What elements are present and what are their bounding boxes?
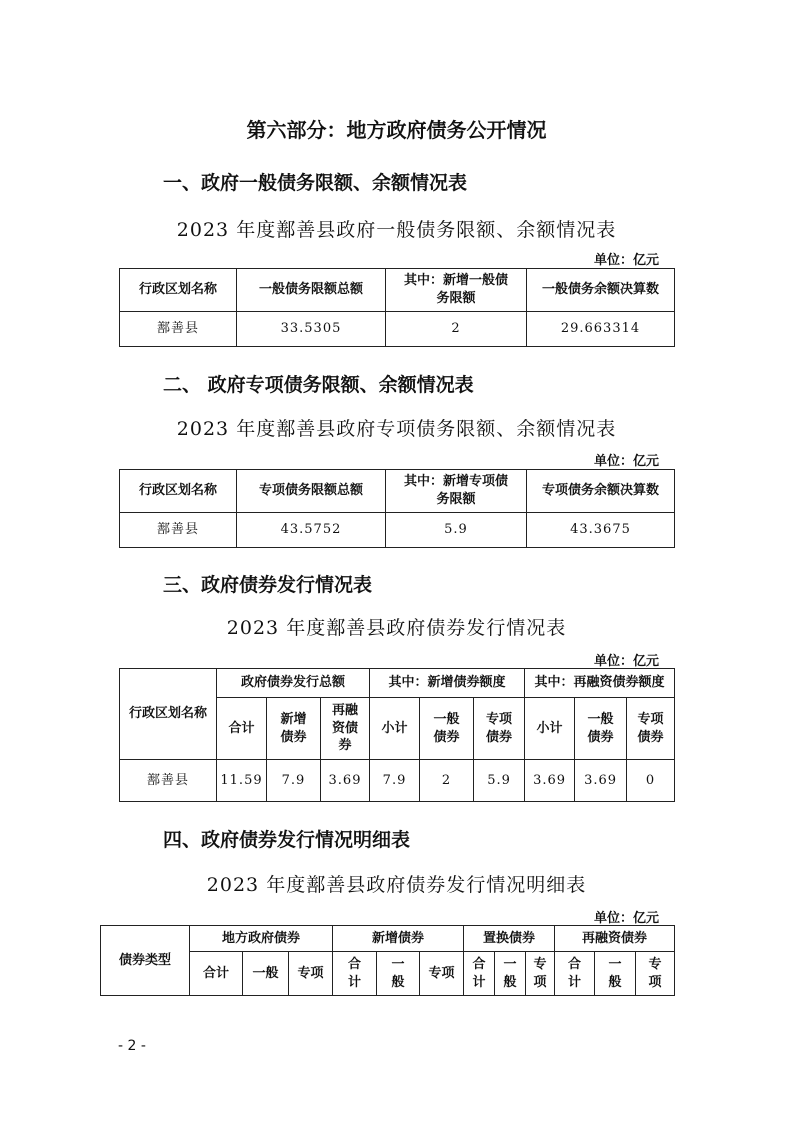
header-region: 行政区划名称 <box>120 470 237 513</box>
subheader-refi-total: 合计 <box>555 952 595 996</box>
header-refinancing-bonds: 再融资债券 <box>555 926 675 952</box>
subheader-local-total: 合计 <box>190 952 243 996</box>
header-balance: 一般债务余额决算数 <box>527 269 675 312</box>
section-heading-3: 三、政府债券发行情况表 <box>163 574 373 596</box>
table-title-3: 2023 年度鄯善县政府债券发行情况表 <box>226 617 567 639</box>
subheader-replace-general: 一般 <box>495 952 526 996</box>
subheader-new-total: 合计 <box>333 952 377 996</box>
subheader-new-general: 一般 <box>377 952 420 996</box>
unit-label-1: 单位：亿元 <box>594 253 660 268</box>
cell-refinancing: 3.69 <box>321 760 370 802</box>
bond-issuance-table <box>119 668 675 802</box>
cell-new-general: 2 <box>420 760 474 802</box>
unit-label-4: 单位：亿元 <box>594 911 660 926</box>
header-limit-total: 一般债务限额总额 <box>237 269 386 312</box>
table-row <box>120 312 675 347</box>
header-new-limit: 其中：新增专项债务限额 <box>386 470 527 513</box>
cell-total: 11.59 <box>217 760 267 802</box>
cell-region: 鄯善县 <box>120 312 237 347</box>
cell-region: 鄯善县 <box>120 513 237 548</box>
subheader-local-special: 专项 <box>289 952 333 996</box>
cell-new-subtotal: 7.9 <box>370 760 420 802</box>
general-debt-table <box>119 268 675 347</box>
header-replacement-bonds: 置换债券 <box>464 926 555 952</box>
special-debt-table <box>119 469 675 548</box>
header-refinancing-bonds: 其中：再融资债券额度 <box>525 669 675 698</box>
header-limit-total: 专项债务限额总额 <box>237 470 386 513</box>
header-bond-type: 债券类型 <box>101 926 190 996</box>
header-region: 行政区划名称 <box>120 269 237 312</box>
cell-refi-general: 3.69 <box>575 760 627 802</box>
header-new-bonds: 其中：新增债券额度 <box>370 669 525 698</box>
cell-limit-total: 33.5305 <box>237 312 386 347</box>
section-heading-4: 四、政府债券发行情况明细表 <box>163 829 411 851</box>
cell-refi-special: 0 <box>627 760 675 802</box>
subheader-new-general: 一般债券 <box>420 698 474 760</box>
cell-new: 7.9 <box>267 760 321 802</box>
section-heading-1: 一、政府一般债务限额、余额情况表 <box>163 172 468 194</box>
cell-balance: 29.663314 <box>527 312 675 347</box>
cell-region: 鄯善县 <box>120 760 217 802</box>
part-title: 第六部分：地方政府债务公开情况 <box>246 118 547 142</box>
table-row <box>120 760 675 802</box>
subheader-replace-total: 合计 <box>464 952 495 996</box>
unit-label-2: 单位：亿元 <box>594 454 660 469</box>
cell-refi-subtotal: 3.69 <box>525 760 575 802</box>
header-region: 行政区划名称 <box>120 669 217 760</box>
cell-new-limit: 2 <box>386 312 527 347</box>
table-title-1: 2023 年度鄯善县政府一般债务限额、余额情况表 <box>176 219 617 241</box>
header-balance: 专项债务余额决算数 <box>527 470 675 513</box>
section-heading-2: 二、 政府专项债务限额、余额情况表 <box>163 374 474 396</box>
table-row <box>120 513 675 548</box>
subheader-local-general: 一般 <box>243 952 289 996</box>
cell-balance: 43.3675 <box>527 513 675 548</box>
subheader-new-special: 专项 <box>420 952 464 996</box>
header-new-bonds: 新增债券 <box>333 926 464 952</box>
cell-new-limit: 5.9 <box>386 513 527 548</box>
header-local-gov-bonds: 地方政府债券 <box>190 926 333 952</box>
subheader-new-special: 专项债券 <box>474 698 525 760</box>
page-number: - 2 - <box>118 1038 146 1054</box>
bond-detail-table <box>100 925 675 996</box>
subheader-total: 合计 <box>217 698 267 760</box>
subheader-replace-special: 专项 <box>526 952 555 996</box>
unit-label-3: 单位：亿元 <box>594 654 660 669</box>
cell-limit-total: 43.5752 <box>237 513 386 548</box>
cell-new-special: 5.9 <box>474 760 525 802</box>
table-title-2: 2023 年度鄯善县政府专项债务限额、余额情况表 <box>176 418 617 440</box>
subheader-refi-general: 一般债券 <box>575 698 627 760</box>
subheader-refinancing: 再融资债券 <box>321 698 370 760</box>
header-new-limit: 其中：新增一般债务限额 <box>386 269 527 312</box>
subheader-refi-special: 专项债券 <box>627 698 675 760</box>
subheader-new-subtotal: 小计 <box>370 698 420 760</box>
subheader-refi-general: 一般 <box>595 952 636 996</box>
header-issuance-total: 政府债券发行总额 <box>217 669 370 698</box>
subheader-new: 新增债券 <box>267 698 321 760</box>
table-title-4: 2023 年度鄯善县政府债券发行情况明细表 <box>206 874 587 896</box>
subheader-refi-subtotal: 小计 <box>525 698 575 760</box>
subheader-refi-special: 专项 <box>636 952 675 996</box>
